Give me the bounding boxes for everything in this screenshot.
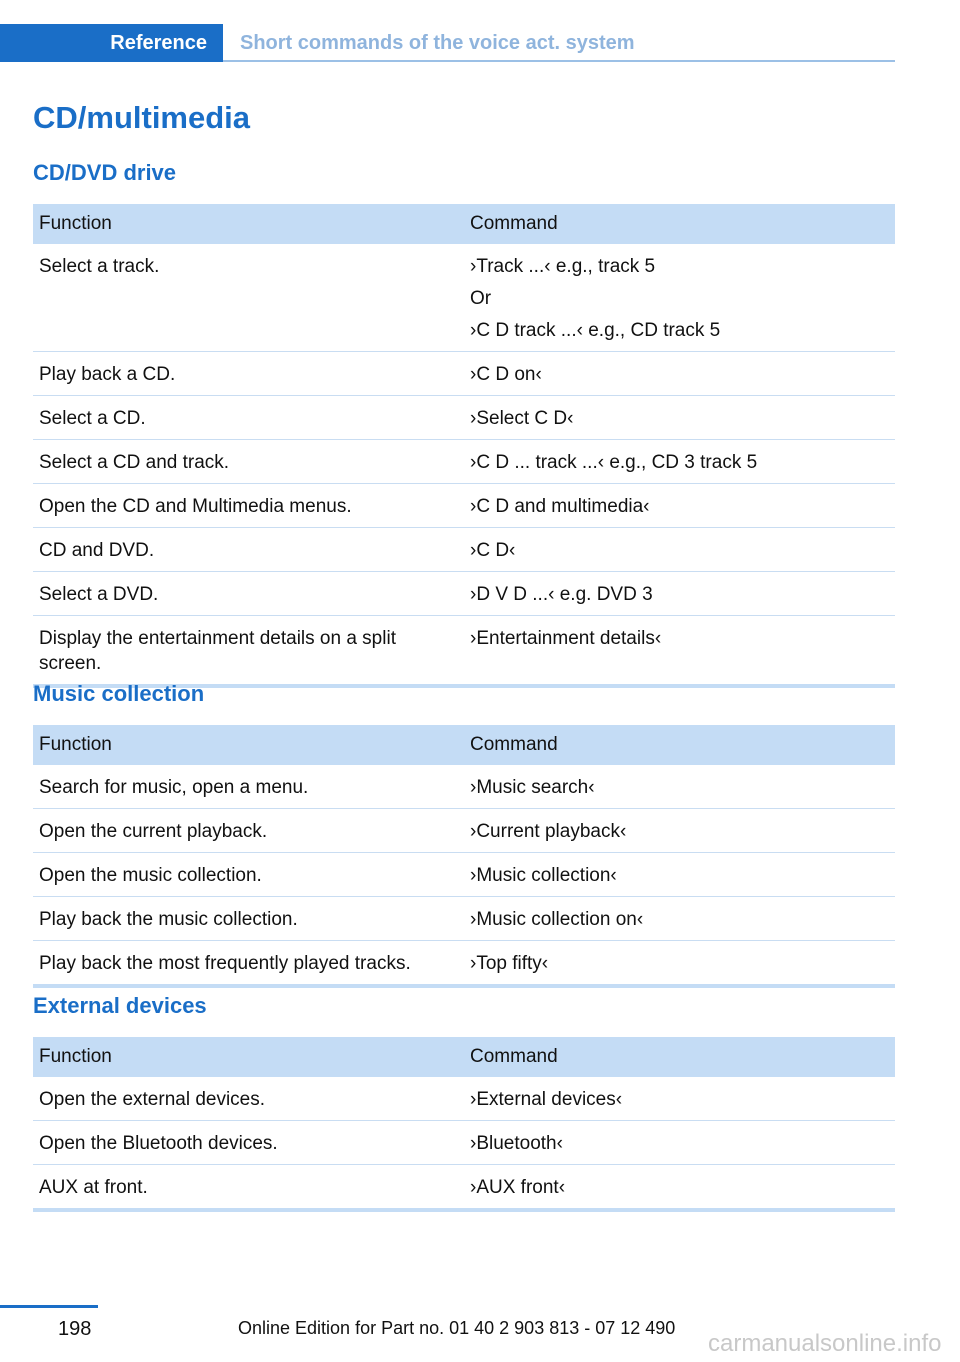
function-cell: Search for music, open a menu.: [33, 765, 464, 809]
page-title: CD/multimedia: [33, 100, 251, 135]
function-cell: Open the external devices.: [33, 1077, 464, 1121]
section-tab-reference: Reference: [0, 24, 223, 62]
function-cell: Play back the music collection.: [33, 897, 464, 941]
column-header-command: Command: [464, 725, 895, 765]
command-text: ›Track ...‹ e.g., track 5: [470, 256, 656, 277]
table-row: [33, 528, 895, 572]
command-cell: ›Select C D‹: [464, 396, 895, 440]
table-row: [33, 1165, 895, 1211]
function-cell: Play back the most frequently played tracks.: [33, 941, 464, 987]
function-cell: Select a track.: [33, 244, 464, 352]
function-cell: Select a CD and track.: [33, 440, 464, 484]
footer-rule: [0, 1305, 98, 1308]
table-row: [33, 440, 895, 484]
column-header-command: Command: [464, 204, 895, 244]
column-header-function: Function: [33, 725, 464, 765]
table-row: [33, 572, 895, 616]
table-row: [33, 1077, 895, 1121]
edition-footer: Online Edition for Part no. 01 40 2 903 813 - 07 12 490: [238, 1318, 676, 1338]
table-row: [33, 897, 895, 941]
watermark: carmanualsonline.info: [708, 1330, 942, 1357]
function-cell: AUX at front.: [33, 1165, 464, 1211]
command-cell: ›AUX front‹: [464, 1165, 895, 1211]
table-external-devices: [33, 1037, 895, 1212]
table-row: [33, 396, 895, 440]
section-title-external-devices: External devices: [33, 993, 207, 1018]
function-cell: Play back a CD.: [33, 352, 464, 396]
table-cd-dvd: [33, 204, 895, 688]
command-cell: ›D V D ...‹ e.g. DVD 3: [464, 572, 895, 616]
table-row: [33, 484, 895, 528]
function-cell: Open the CD and Multimedia menus.: [33, 484, 464, 528]
table-header-row: [33, 204, 895, 244]
column-header-command: Command: [464, 1037, 895, 1077]
function-cell: Open the current playback.: [33, 809, 464, 853]
function-cell: CD and DVD.: [33, 528, 464, 572]
function-cell: Open the music collection.: [33, 853, 464, 897]
chapter-title: Short commands of the voice act. system: [240, 32, 635, 54]
column-header-function: Function: [33, 204, 464, 244]
table-row: [33, 616, 895, 687]
function-cell: Select a DVD.: [33, 572, 464, 616]
header-rule: [223, 60, 895, 62]
section-title-cd-dvd: CD/DVD drive: [33, 160, 177, 185]
table-row: [33, 853, 895, 897]
table-row: [33, 244, 895, 352]
command-cell: ›C D ... track ...‹ e.g., CD 3 track 5: [464, 440, 895, 484]
table-row: [33, 941, 895, 987]
command-text: Or: [470, 288, 492, 309]
command-cell: ›Music search‹: [464, 765, 895, 809]
page-number: 198: [58, 1318, 92, 1340]
table-row: [33, 809, 895, 853]
table-header-row: [33, 725, 895, 765]
command-cell: ›Music collection on‹: [464, 897, 895, 941]
command-cell: ›Entertainment details‹: [464, 616, 895, 687]
table-music-collection: [33, 725, 895, 988]
section-title-music-collection: Music collection: [33, 681, 205, 706]
function-cell: Open the Bluetooth devices.: [33, 1121, 464, 1165]
command-cell: [464, 244, 895, 352]
command-cell: ›Music collection‹: [464, 853, 895, 897]
page-header: [0, 24, 895, 62]
function-cell: Display the entertainment details on a split screen.: [33, 616, 464, 687]
table-row: [33, 765, 895, 809]
command-cell: ›C D and multimedia‹: [464, 484, 895, 528]
table-header-row: [33, 1037, 895, 1077]
column-header-function: Function: [33, 1037, 464, 1077]
command-cell: ›C D‹: [464, 528, 895, 572]
table-row: [33, 352, 895, 396]
command-cell: ›Bluetooth‹: [464, 1121, 895, 1165]
command-cell: ›Top fifty‹: [464, 941, 895, 987]
command-cell: ›Current playback‹: [464, 809, 895, 853]
command-cell: ›External devices‹: [464, 1077, 895, 1121]
function-cell: Select a CD.: [33, 396, 464, 440]
command-cell: ›C D on‹: [464, 352, 895, 396]
table-row: [33, 1121, 895, 1165]
command-text: ›C D track ...‹ e.g., CD track 5: [470, 320, 721, 341]
